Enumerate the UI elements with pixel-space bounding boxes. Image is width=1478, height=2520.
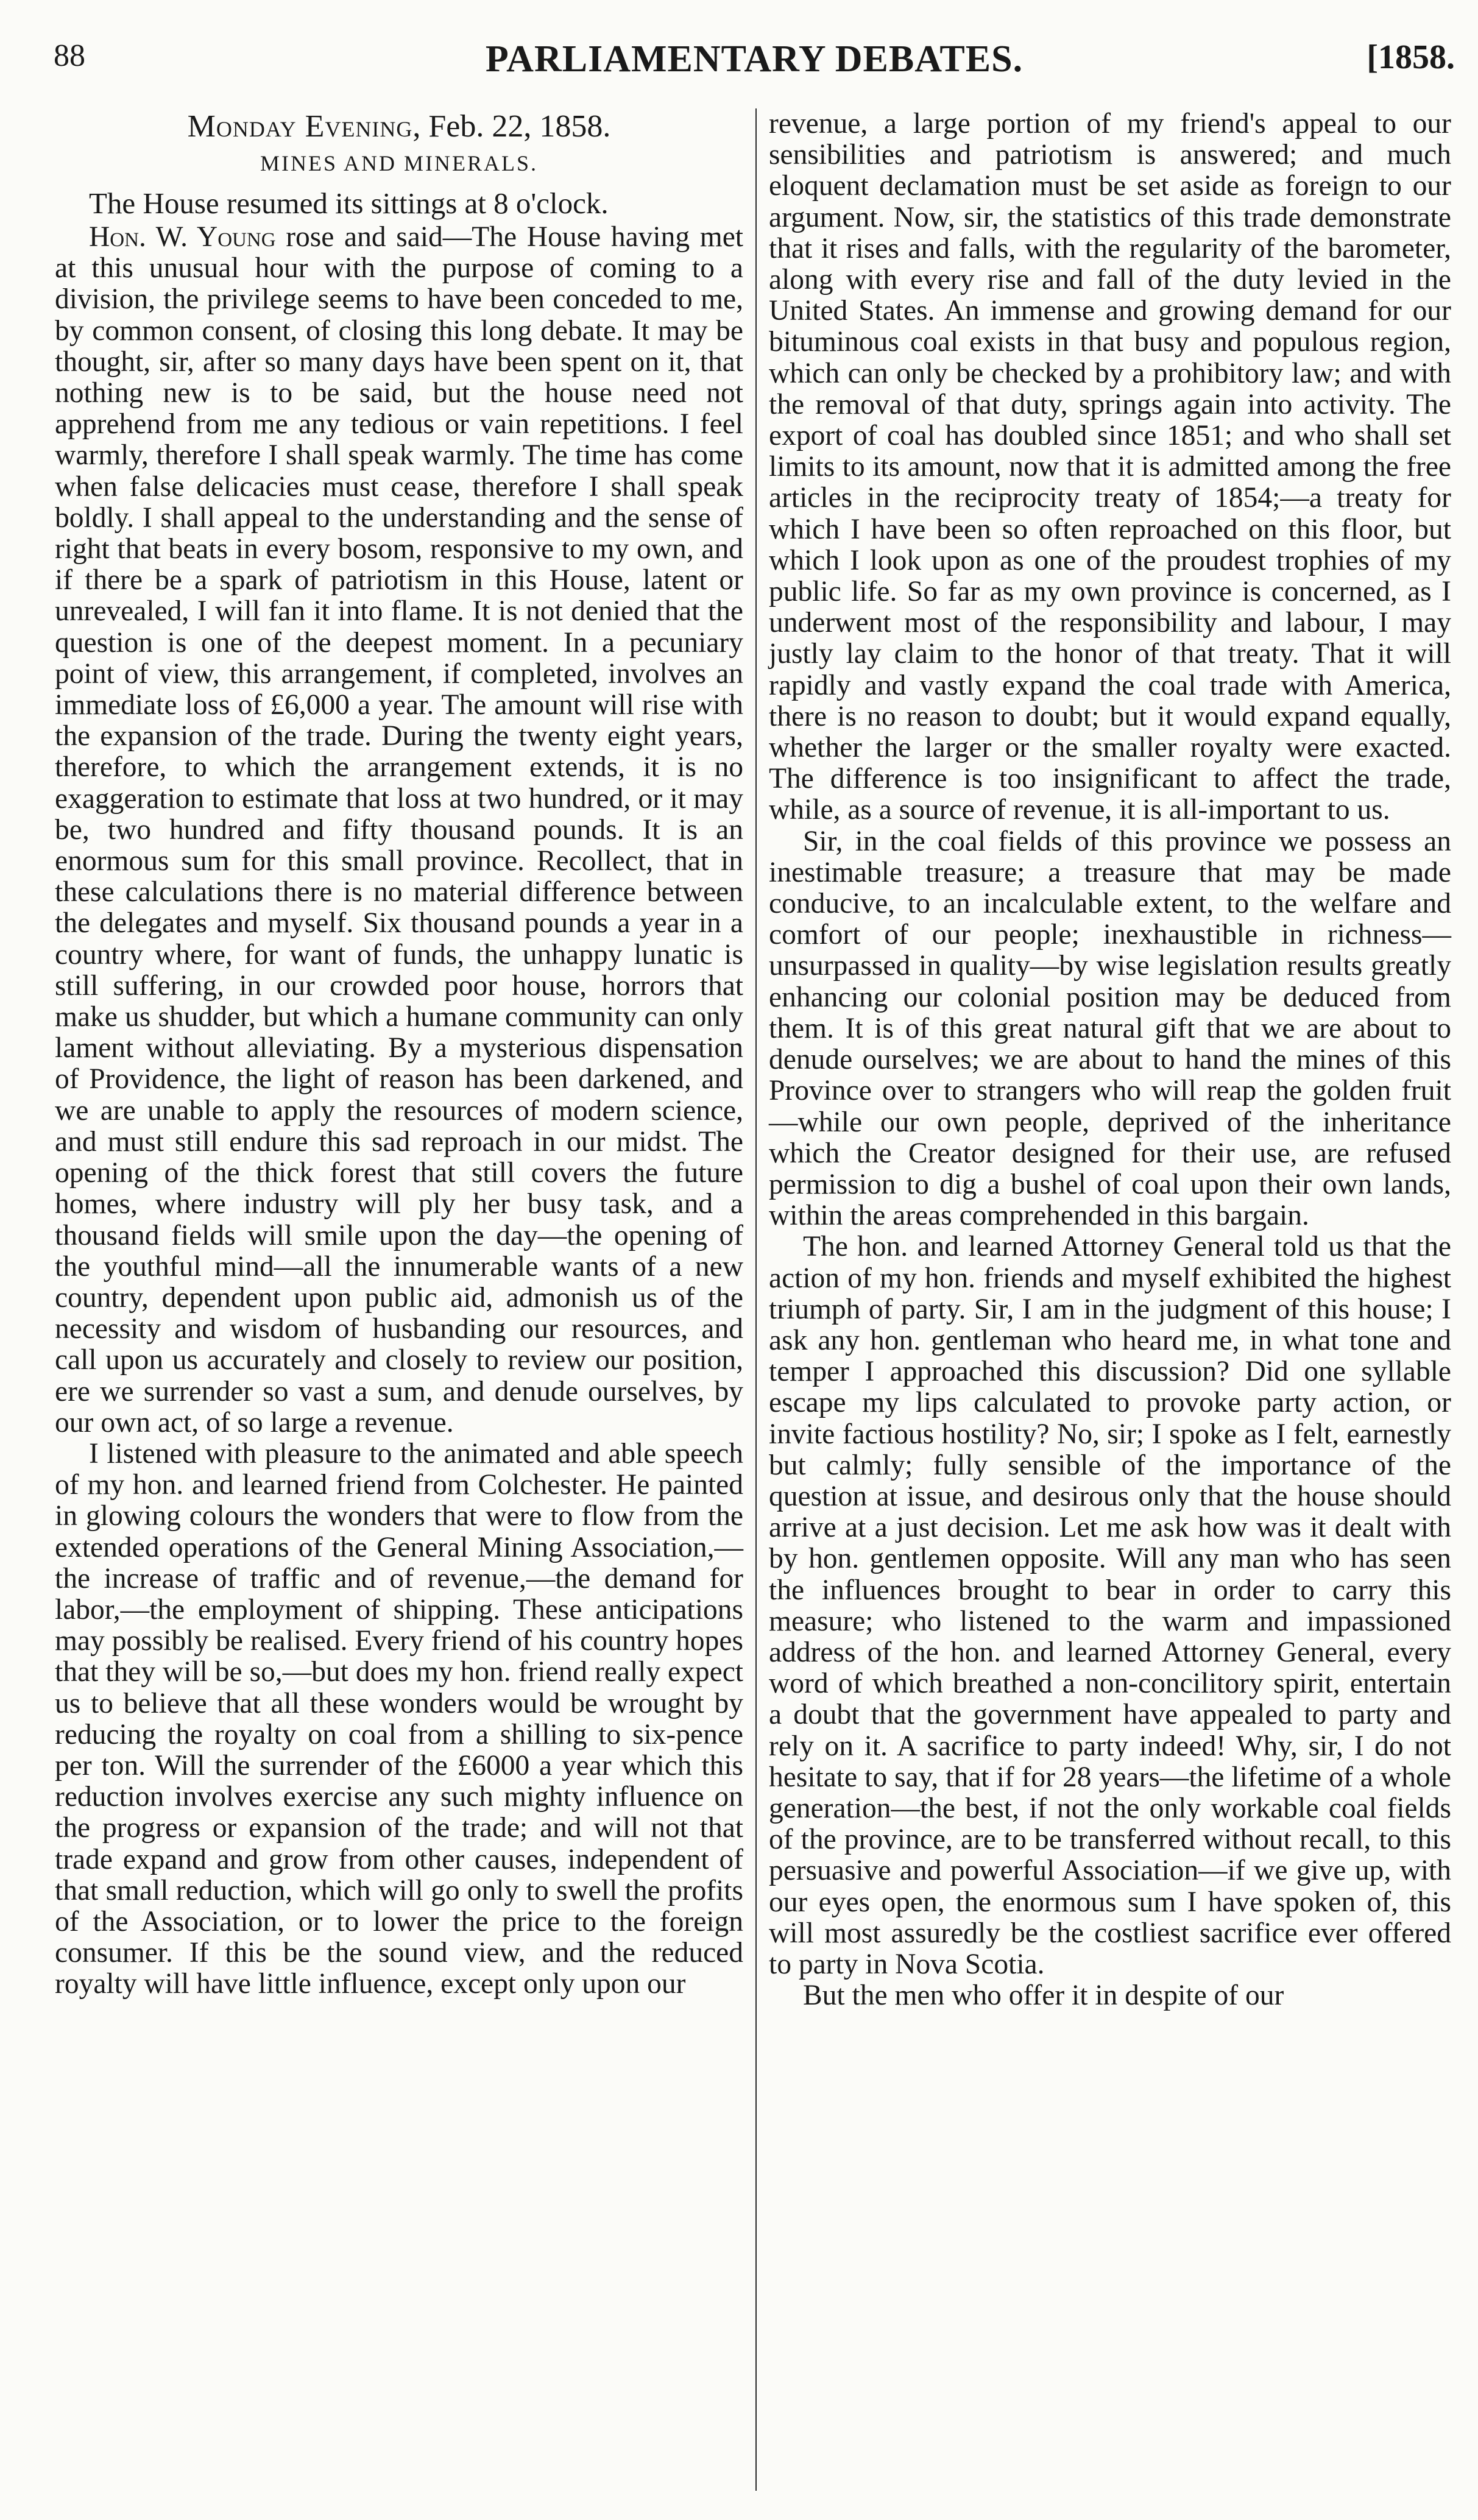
paragraph-speech-opening [55, 222, 743, 1439]
speaker-name: Hon. W. Young [89, 221, 276, 253]
section-title: MINES AND MINERALS. [260, 151, 539, 175]
paragraph-speech-opening-text: rose and said—The House having met at this unusual hour with the purpose of coming to a division, the privilege seems to have been conceded to me, by common consent, of closing this long debate. It may be thought, sir, after so many days have been spent on it, that nothing new is to be said, but the house need not apprehend from me any tedious or vain repetitions. I feel warmly, therefore I shall speak warmly. The time has come when false delicacies must cease, therefore I shall speak boldly. I shall appeal to the understanding and the sense of right that beats in every bosom, responsive to my own, and if there be a spark of patriotism in this House, latent or unrevealed, I will fan it into flame. It is not denied that the question is one of the deepest moment. In a pecuniary point of view, this arrangement, if completed, involves an immediate loss of £6,000 a year. The amount will rise with the expansion of the trade. During the twenty eight years, therefore, to which the arrangement extends, it is no exaggeration to estimate that loss at two hundred, or it may be, two hundred and fifty thousand pounds. It is an enormous sum for this small province. Recollect, that in these calculations there is no material difference between the delegates and myself. Six thousand pounds a year in a country where, for want of funds, the unhappy lunatic is still suffering, in our crowded poor house, horrors that make us shudder, but which a humane community can only lament without alleviating. By a mysterious dispensation of Providence, the light of reason has been darkened, and we are unable to apply the resources of modern science, and must still endure this sad reproach in our midst. The opening of the thick forest that still covers the future homes, where industry will ply her busy task, and a thousand fields will smile upon the day—the opening of the youthful mind—all the innumerable wants of a new country, dependent upon public aid, admonish us of the necessity and wisdom of husbanding our resources, and call upon us accurately and closely to review our position, ere we surrender so vast a sum, and denude ourselves, by our own act, of so large a revenue. [55, 221, 743, 1439]
paragraph-attorney-general: The hon. and learned Attorney General told us that the action of my hon. friends and myself exhibited the highest triumph of party. Sir, I am in the judgment of this house; I ask any hon. gentleman who heard me, in what tone and temper I approached this discussion? Did one syllable escape my lips calculated to provoke party action, or invite factious hostility? No, sir; I spoke as I felt, earnestly but calmly; fully sensible of the importance of the question at issue, and desirous only that the house should arrive at a just decision. Let me ask how was it dealt with by hon. gentlemen opposite. Will any man who has seen the influences brought to bear in order to carry this measure; who listened to the warm and impassioned address of the hon. and learned Attorney General, every word of which breathed a non-concilitory spirit, entertain a doubt that the government have appealed to party and rely on it. A sacrifice to party indeed! Why, sir, I do not hesitate to say, that if for 28 years—the lifetime of a whole generation—the best, if not the only workable coal fields of the province, are to be transferred without recall, to this persuasive and powerful Association—if we give up, with our eyes open, the enormous sum I have spoken of, this will most assuredly be the costliest sacrifice ever offered to party in Nova Scotia. [769, 1231, 1451, 1980]
header-year: [1858. [1367, 38, 1455, 76]
paragraph-coal-fields: Sir, in the coal fields of this province we possess an inestimable treasure; a treasure that may be made conducive, to an incalculable extent, to the welfare and comfort of our people; inexhaustible in richness—unsurpassed in quality—by wise legislation results greatly enhancing our colonial position may be deduced from them. It is of this great natural gift that we are about to denude ourselves; we are about to hand the mines of this Province over to strangers who will reap the golden fruit—while our own people, deprived of the inheritance which the Creator designed for their use, are refused permission to dig a bushel of coal upon their own lands, within the areas comprehended in this bargain. [769, 825, 1451, 1232]
publication-title: PARLIAMENTARY DEBATES. [485, 38, 1024, 80]
dateline-day: Monday Evening [187, 109, 413, 144]
paragraph-closing: But the men who offer it in despite of our [803, 1980, 1284, 2012]
dateline [55, 108, 743, 145]
paragraph-colchester-text: I listened with pleasure to the animated and able speech of my hon. and learned friend from Colchester. He painted in glowing colours the wonders that were to flow from the extended operations of the General Mining Association,—the increase of traffic and of revenue,—the demand for labor,—the employment of shipping. These anticipations may possibly be realised. Every friend of his country hopes that they will be so,—but does my hon. friend really expect us to believe that all these wonders would be wrought by reducing the royalty on coal from a shilling to six-pence per ton. Will the surrender of the £6000 a year which this reduction involves exercise any such mighty influence on the progress or expansion of the trade; and will not that trade expand and grow from other causes, independent of that small reduction, which will go only to swell the profits of the Association, or to lower the price to the foreign consumer. If this be the sound view, and the reduced royalty will have little influence, except only upon our [55, 1437, 743, 2000]
dateline-date: , Feb. 22, 1858. [412, 109, 611, 144]
running-header [54, 38, 1455, 93]
column-divider [755, 108, 757, 2491]
right-column [769, 108, 1451, 2011]
left-column [55, 108, 743, 2000]
paragraph-resumed: The House resumed its sittings at 8 o'clock. [89, 186, 609, 220]
page-number: 88 [54, 38, 85, 73]
paragraph-colchester-continued-text: revenue, a large portion of my friend's appeal to our sensibilities and patriotism is answered; and much eloquent declamation must be set aside as foreign to our argument. Now, sir, the statistics of this trade demonstrate that it rises and falls, with the regularity of the barometer, along with every rise and fall of the duty levied in the United States. An immense and growing demand for our bituminous coal exists in that busy and populous region, which can only be checked by a prohibitory law; and with the removal of that duty, springs again into activity. The export of coal has doubled since 1851; and who shall set limits to its amount, now that it is admitted among the free articles in the reciprocity treaty of 1854;—a treaty for which I have been so often reproached on this floor, but which I look upon as one of the proudest trophies of my public life. So far as my own province is concerned, as I underwent most of the responsibility and labour, I may justly lay claim to the honor of that treaty. That it will rapidly and vastly expand the coal trade with America, there is no reason to doubt; but it would expand equally, whether the larger or the smaller royalty were exacted. The difference is too insignificant to affect the trade, while, as a source of revenue, it is all-important to us. [769, 108, 1451, 826]
paragraph-colchester [55, 1439, 743, 2000]
paragraph-colchester-continued [769, 108, 1451, 826]
